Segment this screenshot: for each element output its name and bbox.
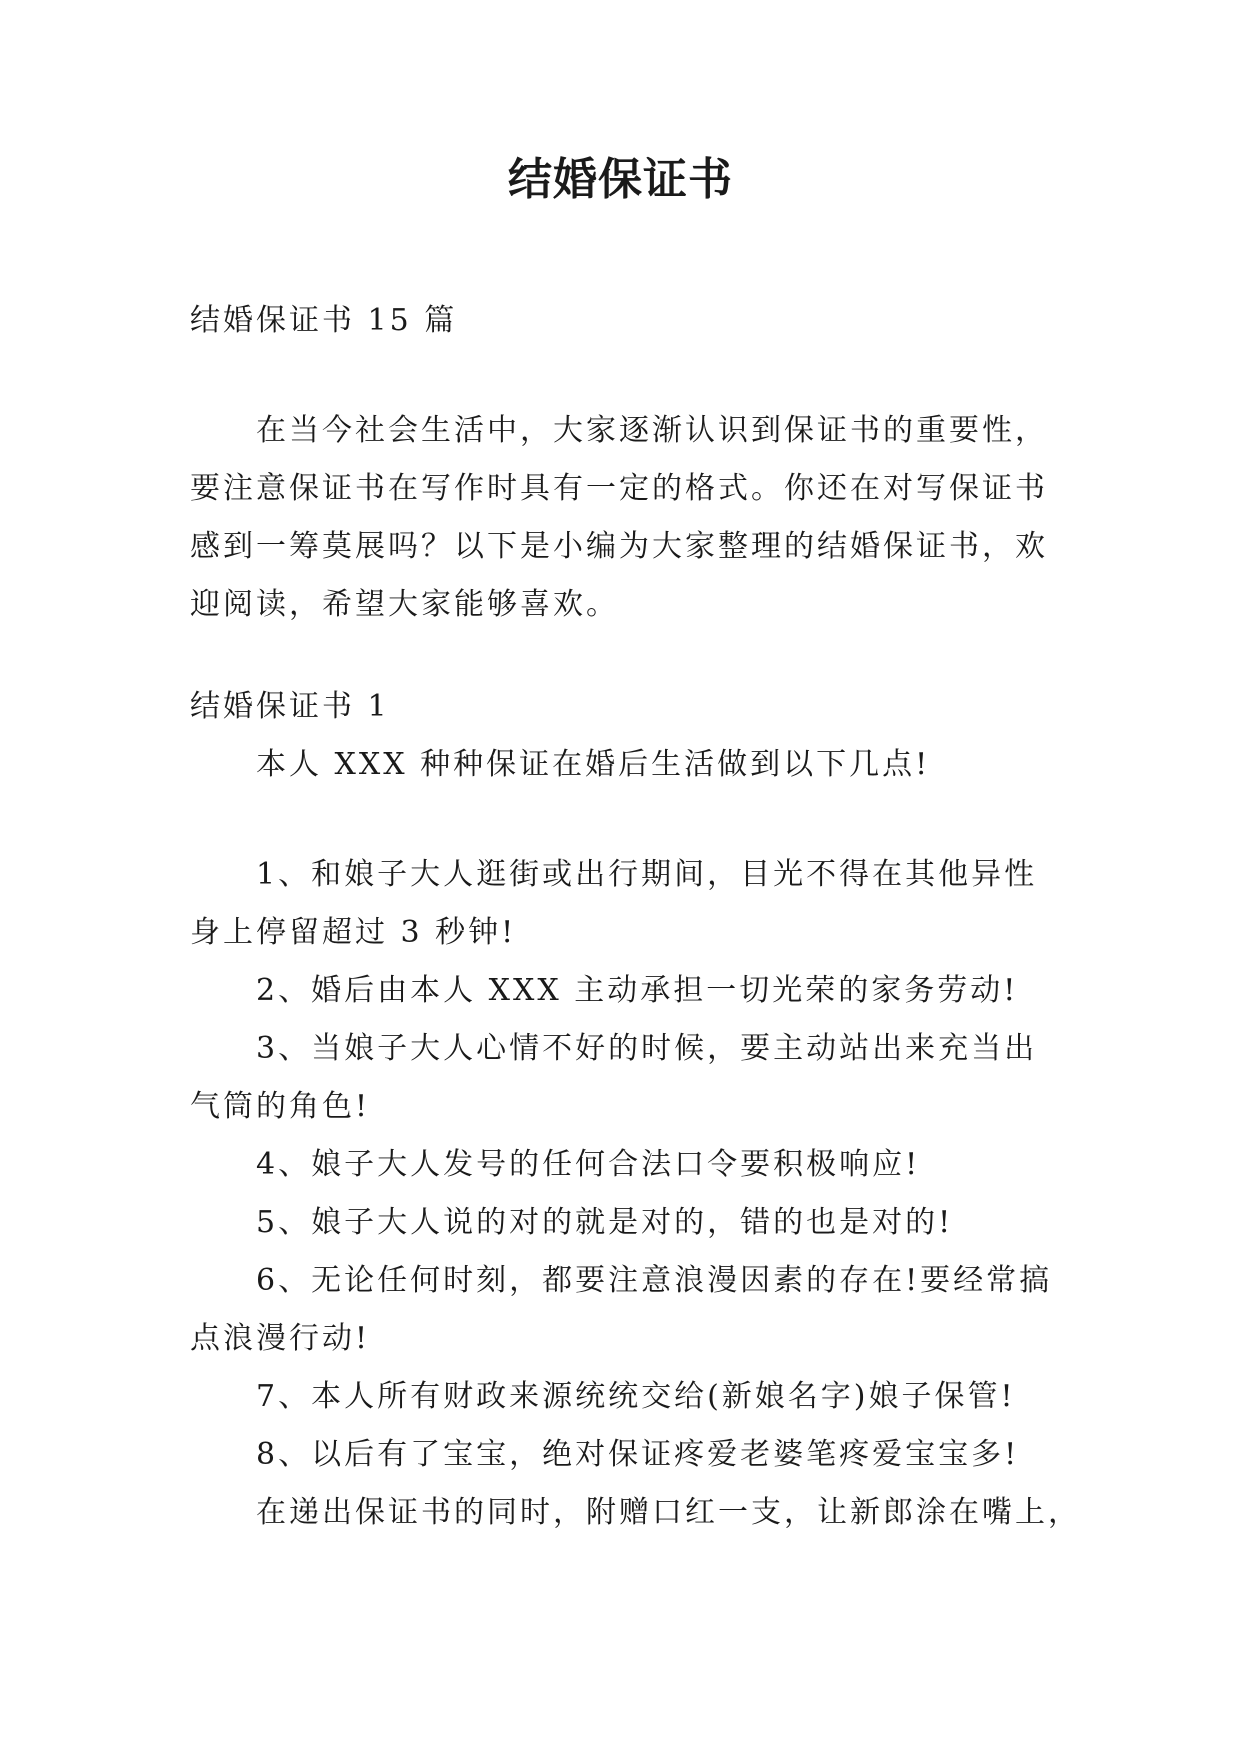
- list-item: 4、娘子大人发号的任何合法口令要积极响应!: [256, 1147, 921, 1182]
- section-heading: 结婚保证书 1: [190, 689, 390, 724]
- spacer: [190, 794, 1060, 846]
- list-item-continuation: 点浪漫行动!: [190, 1321, 371, 1356]
- list-item-continuation: 气筒的角色!: [190, 1089, 371, 1124]
- intro-line: 迎阅读，希望大家能够喜欢。: [190, 587, 619, 622]
- closing-line: 在递出保证书的同时，附赠口红一支，让新郎涂在嘴上，: [256, 1495, 1081, 1530]
- subtitle: 结婚保证书 15 篇: [190, 303, 458, 338]
- list-item-continuation: 身上停留超过 3 秒钟!: [190, 915, 517, 950]
- list-item: 1、和娘子大人逛街或出行期间，目光不得在其他异性: [256, 857, 1038, 892]
- list-item: 8、以后有了宝宝，绝对保证疼爱老婆笔疼爱宝宝多!: [256, 1437, 1020, 1472]
- intro-line: 要注意保证书在写作时具有一定的格式。你还在对写保证书: [190, 471, 1048, 506]
- intro-line: 感到一筹莫展吗？以下是小编为大家整理的结婚保证书，欢: [190, 529, 1048, 564]
- document-title: 结婚保证书: [508, 154, 733, 205]
- spacer: [190, 634, 1060, 678]
- document-body: [190, 292, 1081, 1542]
- spacer: [190, 350, 1060, 402]
- list-item: 6、无论任何时刻，都要注意浪漫因素的存在!要经常搞: [256, 1263, 1053, 1298]
- list-item: 5、娘子大人说的对的就是对的，错的也是对的!: [256, 1205, 954, 1240]
- intro-line: 在当今社会生活中，大家逐渐认识到保证书的重要性，: [256, 413, 1048, 448]
- list-item: 7、本人所有财政来源统统交给(新娘名字)娘子保管!: [256, 1379, 1016, 1414]
- opening-line: 本人 XXX 种种保证在婚后生活做到以下几点!: [256, 747, 931, 782]
- list-item: 2、婚后由本人 XXX 主动承担一切光荣的家务劳动!: [256, 973, 1019, 1008]
- list-item: 3、当娘子大人心情不好的时候，要主动站出来充当出: [256, 1031, 1038, 1066]
